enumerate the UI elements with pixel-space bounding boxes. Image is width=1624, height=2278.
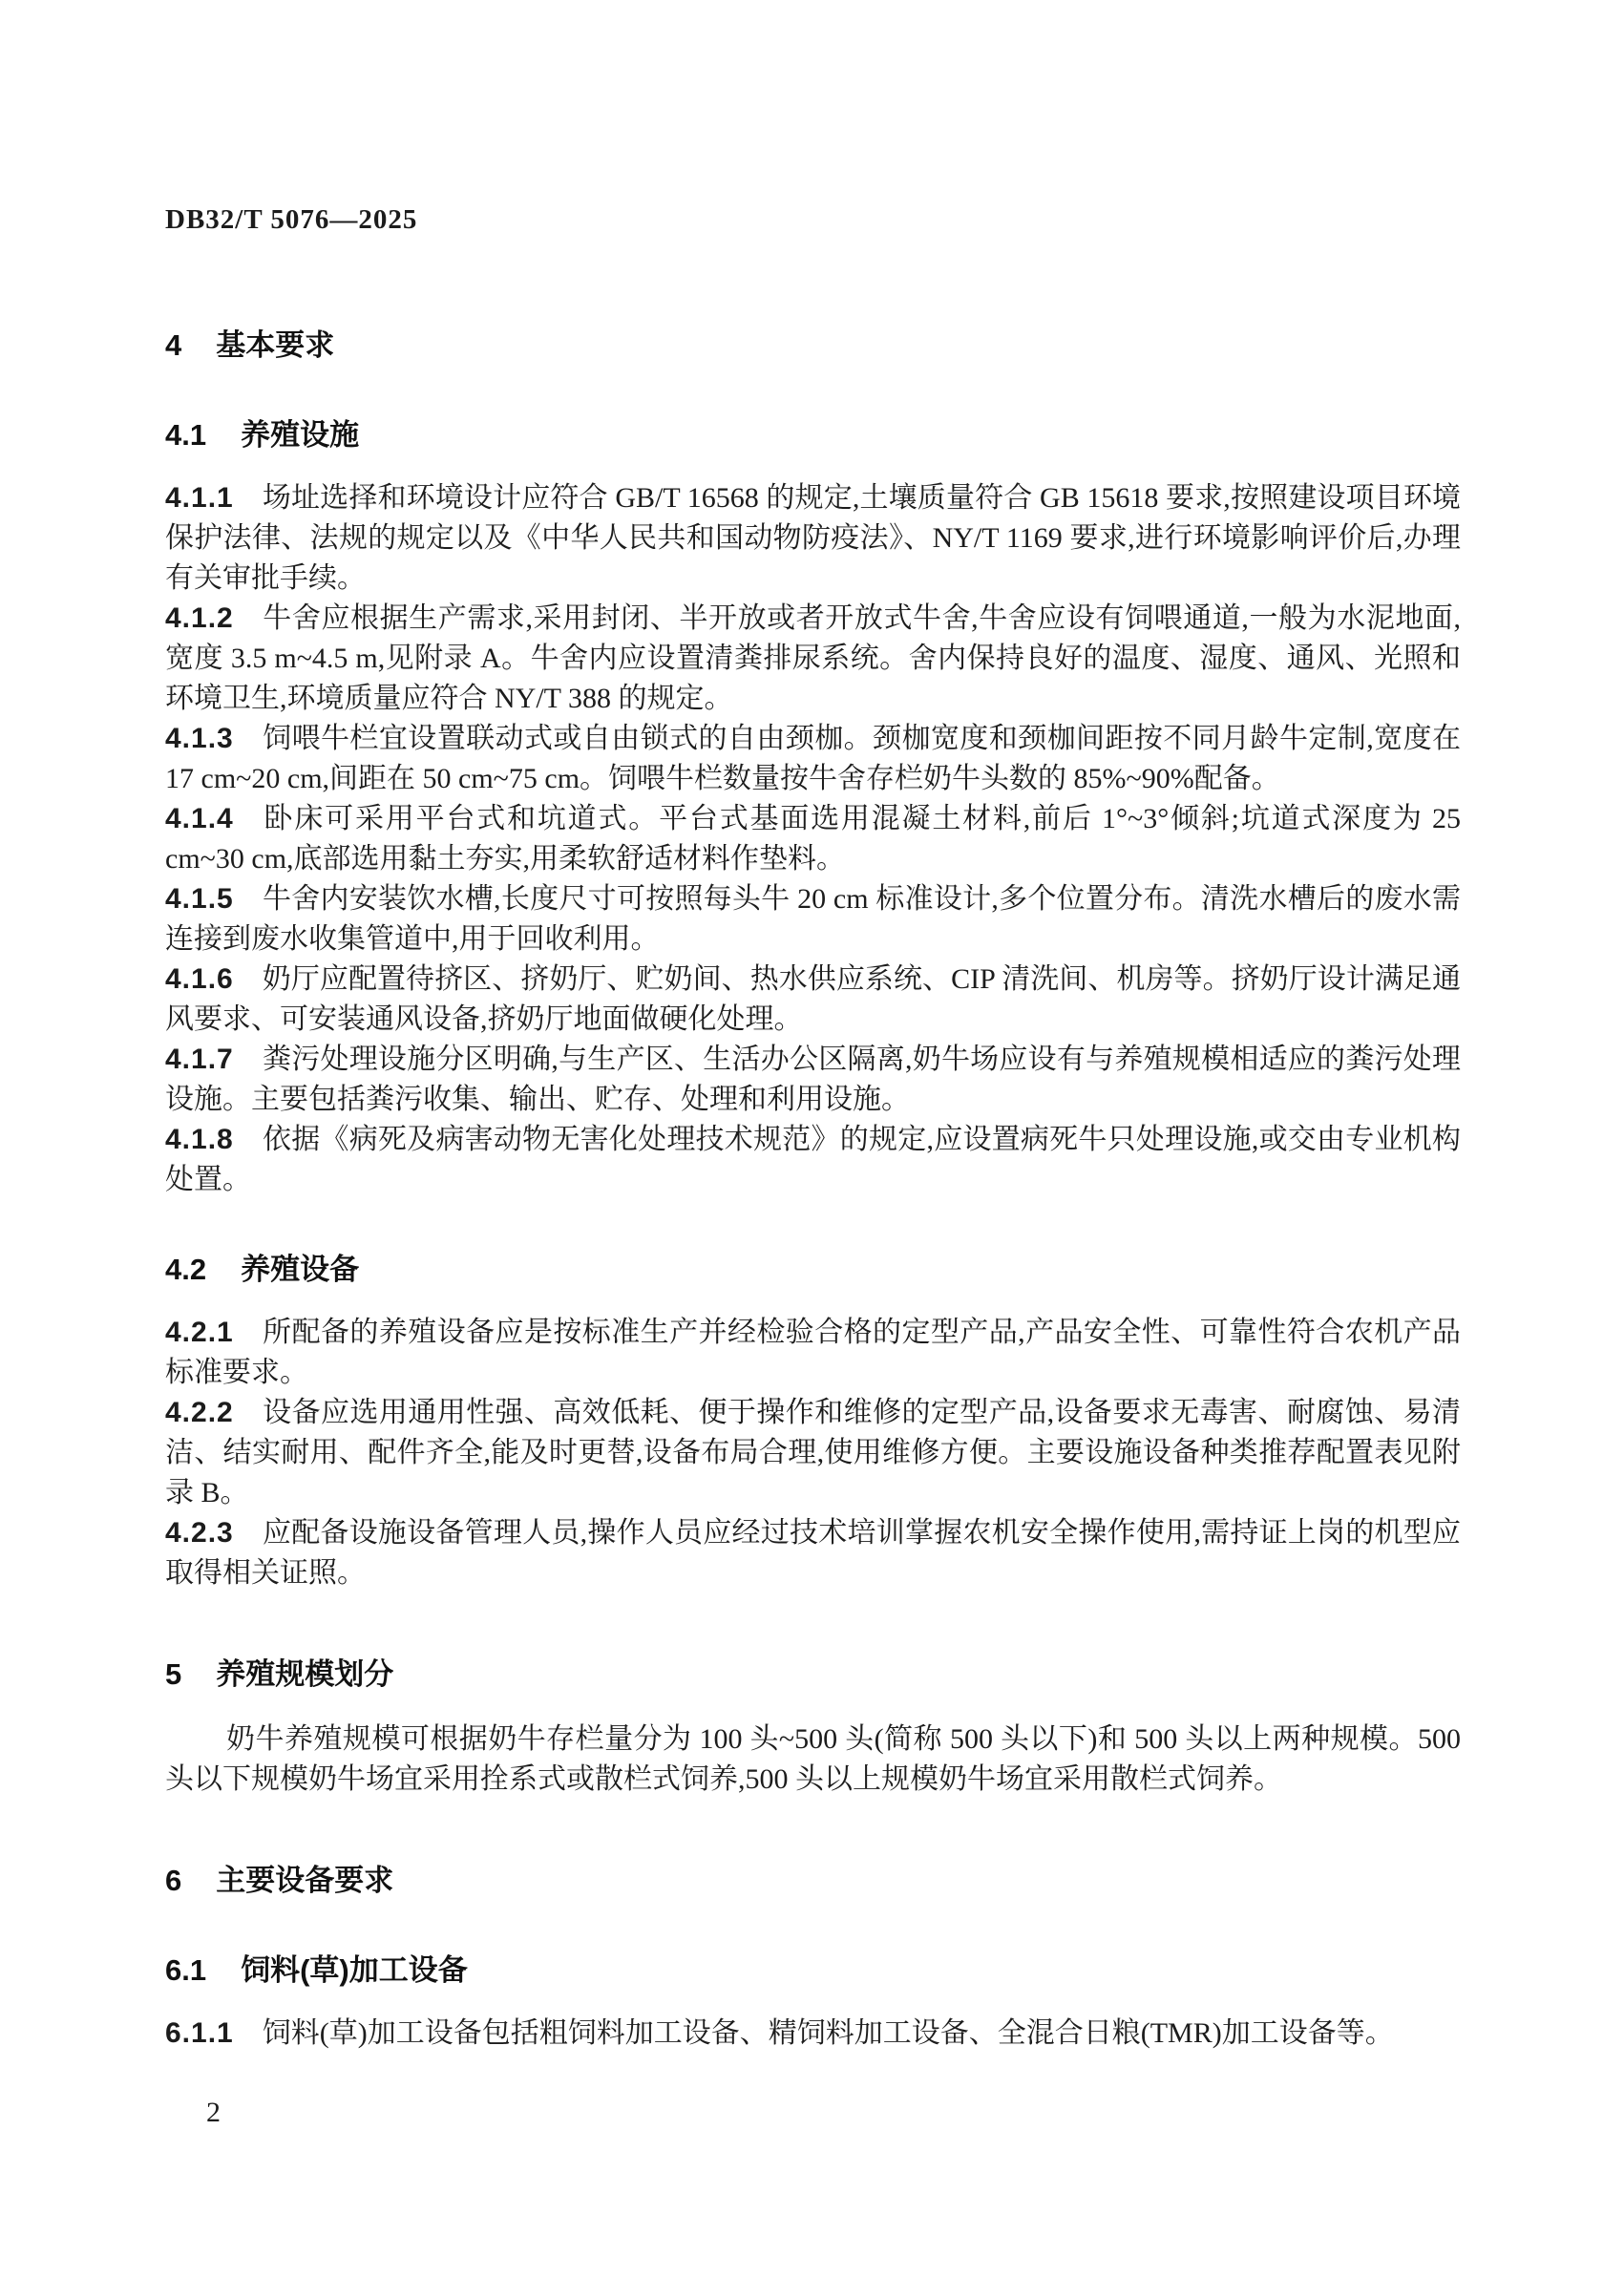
clause-text: 粪污处理设施分区明确,与生产区、生活办公区隔离,奶牛场应设有与养殖规模相适应的粪污处理设施。主要包括粪污收集、输出、贮存、处理和利用设施。	[165, 1044, 1461, 1115]
section-heading-6	[165, 1861, 1461, 1901]
page-number: 2	[206, 2097, 221, 2128]
section-heading-4-1	[165, 415, 1461, 455]
section-title: 养殖规模划分	[216, 1657, 394, 1691]
paragraph-text: 奶牛养殖规模可根据奶牛存栏量分为 100 头~500 头(简称 500 头以下)和 500 头以上两种规模。500 头以下规模奶牛场宜采用拴系式或散栏式饲养,500 头以上规模奶牛场宜采用散栏式饲养。	[165, 1723, 1461, 1795]
clause-number: 4.1.5	[165, 883, 234, 915]
clause-4-1-7	[165, 1040, 1461, 1120]
clause-text: 牛舍内安装饮水槽,长度尺寸可按照每头牛 20 cm 标准设计,多个位置分布。清洗水槽后的废水需连接到废水收集管道中,用于回收利用。	[165, 883, 1461, 955]
section-number: 4.1	[165, 418, 207, 452]
clause-text: 牛舍应根据生产需求,采用封闭、半开放或者开放式牛舍,牛舍应设有饲喂通道,一般为水泥地面,宽度 3.5 m~4.5 m,见附录 A。牛舍内应设置清粪排尿系统。舍内保持良好的温度、湿度、通风、光照和环境卫生,环境质量应符合 NY/T 388 的规定。	[165, 602, 1461, 714]
clause-text: 卧床可采用平台式和坑道式。平台式基面选用混凝土材料,前后 1°~3°倾斜;坑道式深度为 25 cm~30 cm,底部选用黏土夯实,用柔软舒适材料作垫料。	[165, 803, 1461, 875]
clause-4-1-6	[165, 960, 1461, 1040]
section-heading-5	[165, 1655, 1461, 1695]
clause-number: 4.2.2	[165, 1397, 234, 1428]
clause-number: 4.2.3	[165, 1517, 234, 1549]
section-title: 养殖设备	[241, 1253, 360, 1286]
clause-number: 4.1.1	[165, 482, 234, 514]
standard-number-header: DB32/T 5076—2025	[165, 204, 418, 235]
clause-4-2-3	[165, 1513, 1461, 1593]
clause-number: 4.1.7	[165, 1044, 234, 1075]
section-title: 基本要求	[216, 328, 335, 362]
clause-text: 场址选择和环境设计应符合 GB/T 16568 的规定,土壤质量符合 GB 15618 要求,按照建设项目环境保护法律、法规的规定以及《中华人民共和国动物防疫法》、NY/T 1169 要求,进行环境影响评价后,办理有关审批手续。	[165, 482, 1461, 594]
clause-4-1-1	[165, 478, 1461, 599]
clause-6-1-1	[165, 2014, 1461, 2054]
section-title: 饲料(草)加工设备	[241, 1953, 468, 1987]
clause-text: 所配备的养殖设备应是按标准生产并经检验合格的定型产品,产品安全性、可靠性符合农机产品标准要求。	[165, 1317, 1461, 1388]
section-number: 4	[165, 328, 182, 362]
clause-number: 4.2.1	[165, 1317, 234, 1348]
clause-4-2-2	[165, 1393, 1461, 1513]
section-number: 6.1	[165, 1953, 207, 1987]
clause-4-1-8	[165, 1120, 1461, 1200]
clause-4-1-3	[165, 719, 1461, 799]
section-number: 6	[165, 1864, 182, 1897]
clause-number: 4.1.8	[165, 1124, 234, 1155]
clause-number: 4.1.2	[165, 602, 234, 634]
section-heading-6-1	[165, 1951, 1461, 1991]
clause-4-1-2	[165, 599, 1461, 719]
clause-4-1-4	[165, 799, 1461, 879]
section-number: 4.2	[165, 1253, 207, 1286]
clause-4-1-5	[165, 879, 1461, 960]
paragraph-scale-division	[165, 1719, 1461, 1800]
clause-number: 4.1.3	[165, 723, 234, 754]
clause-text: 饲喂牛栏宜设置联动式或自由锁式的自由颈枷。颈枷宽度和颈枷间距按不同月龄牛定制,宽度在 17 cm~20 cm,间距在 50 cm~75 cm。饲喂牛栏数量按牛舍存栏奶牛头数的 85%~90%配备。	[165, 723, 1461, 794]
clause-number: 6.1.1	[165, 2017, 234, 2049]
section-heading-4-2	[165, 1250, 1461, 1290]
clause-4-2-1	[165, 1313, 1461, 1393]
section-heading-4	[165, 326, 1461, 366]
section-title: 养殖设施	[241, 418, 360, 452]
clause-number: 4.1.6	[165, 963, 234, 995]
clause-text: 奶厅应配置待挤区、挤奶厅、贮奶间、热水供应系统、CIP 清洗间、机房等。挤奶厅设计满足通风要求、可安装通风设备,挤奶厅地面做硬化处理。	[165, 963, 1461, 1035]
clause-text: 应配备设施设备管理人员,操作人员应经过技术培训掌握农机安全操作使用,需持证上岗的机型应取得相关证照。	[165, 1517, 1461, 1589]
clause-number: 4.1.4	[165, 803, 234, 834]
section-title: 主要设备要求	[216, 1864, 394, 1897]
clause-text: 依据《病死及病害动物无害化处理技术规范》的规定,应设置病死牛只处理设施,或交由专业机构处置。	[165, 1124, 1461, 1195]
clause-text: 饲料(草)加工设备包括粗饲料加工设备、精饲料加工设备、全混合日粮(TMR)加工设备等。	[262, 2017, 1394, 2049]
clause-text: 设备应选用通用性强、高效低耗、便于操作和维修的定型产品,设备要求无毒害、耐腐蚀、易清洁、结实耐用、配件齐全,能及时更替,设备布局合理,使用维修方便。主要设施设备种类推荐配置表见附录 B。	[165, 1397, 1461, 1508]
section-number: 5	[165, 1657, 182, 1691]
